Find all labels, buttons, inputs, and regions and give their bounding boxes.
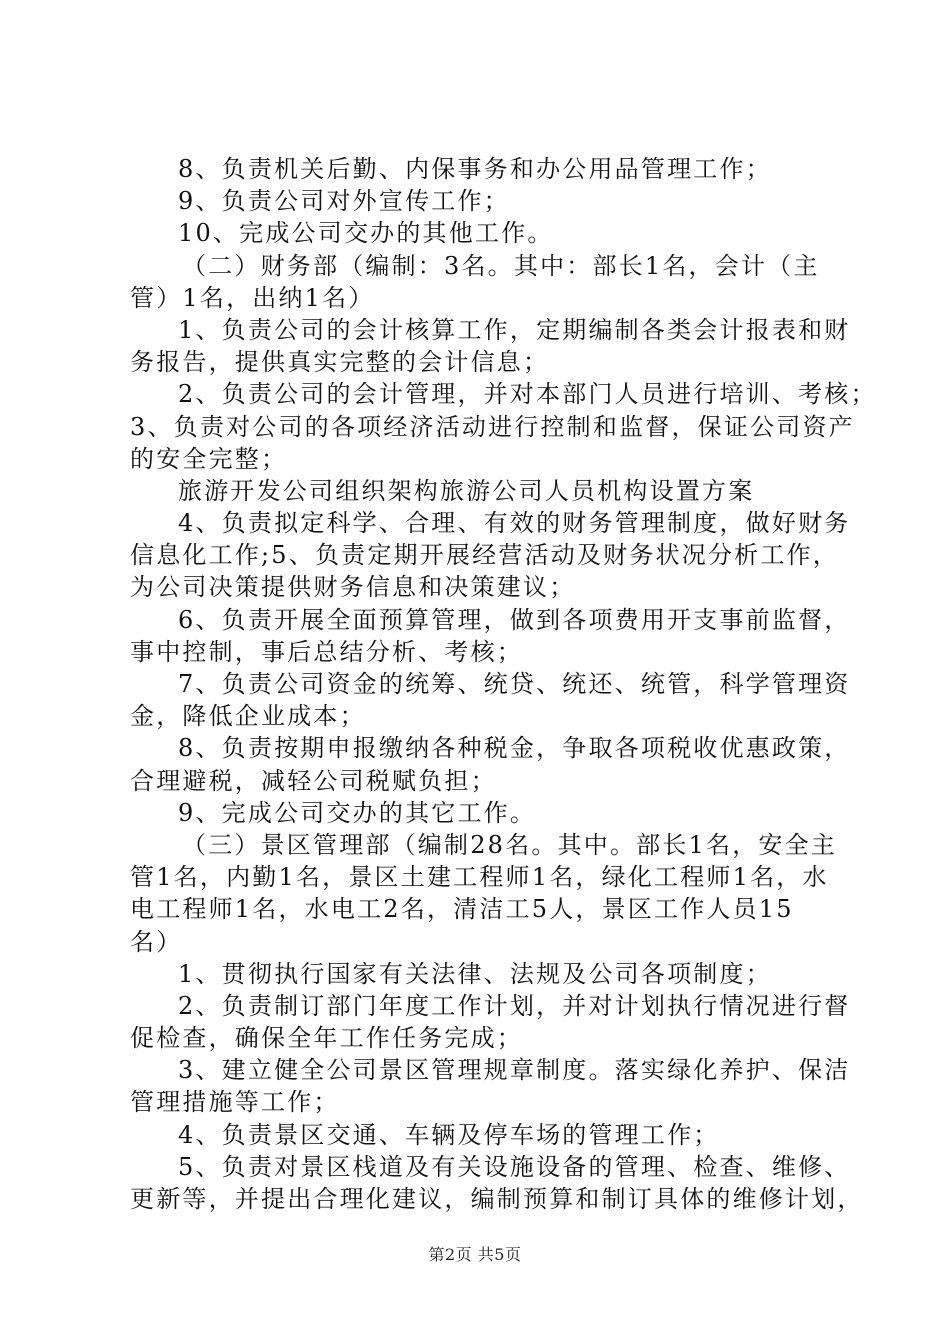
text-line: 9、完成公司交办的其它工作。 bbox=[178, 798, 537, 827]
text-line: 管）1名，出纳1名） bbox=[130, 283, 375, 312]
text-line: 旅游开发公司组织架构旅游公司人员机构设置方案 bbox=[178, 476, 755, 505]
text-line: 8、负责机关后勤、内保事务和办公用品管理工作； bbox=[178, 155, 772, 183]
text-line: 7、负责公司资金的统筹、统贷、统还、统管，科学管理资 bbox=[178, 670, 851, 698]
text-line: 促检查，确保全年工作任务完成； bbox=[130, 1024, 523, 1053]
text-line: 4、负责拟定科学、合理、有效的财务管理制度，做好财务 bbox=[178, 509, 851, 538]
text-line: 信息化工作;5、负责定期开展经营活动及财务状况分析工作， bbox=[130, 541, 839, 570]
text-line: 事中控制，事后总结分析、考核； bbox=[130, 637, 523, 666]
text-line: 电工程师1名，水电工2名，清洁工5人，景区工作人员15 bbox=[130, 895, 794, 924]
document-body bbox=[130, 153, 877, 1215]
text-line: 2、负责制订部门年度工作计划，并对计划执行情况进行督 bbox=[178, 991, 851, 1020]
text-line: 4、负责景区交通、车辆及停车场的管理工作； bbox=[178, 1120, 720, 1149]
text-line: 3、建立健全公司景区管理规章制度。落实绿化养护、保洁 bbox=[178, 1056, 851, 1085]
text-line: 管1名，内勤1名，景区土建工程师1名，绿化工程师1名，水 bbox=[130, 863, 829, 892]
text-line: （二）财务部（编制：3名。其中：部长1名，会计（主 bbox=[182, 251, 820, 280]
text-line: 1、贯彻执行国家有关法律、法规及公司各项制度； bbox=[178, 959, 772, 988]
text-line: 3、负责对公司的各项经济活动进行控制和监督，保证公司资产 bbox=[130, 412, 855, 441]
text-line: 9、负责公司对外宣传工作； bbox=[178, 187, 510, 216]
page-footer: 第2页 共5页 bbox=[428, 1245, 522, 1264]
text-line: 务报告，提供真实完整的会计信息； bbox=[130, 348, 550, 377]
text-line: 合理避税，减轻公司税赋负担； bbox=[130, 766, 497, 795]
text-line: 更新等，并提出合理化建议，编制预算和制订具体的维修计划， bbox=[130, 1185, 864, 1213]
text-line: 管理措施等工作； bbox=[130, 1088, 340, 1117]
text-line: 的安全完整； bbox=[130, 444, 288, 473]
text-line: 8、负责按期申报缴纳各种税金，争取各项税收优惠政策， bbox=[178, 734, 851, 763]
text-line: 5、负责对景区栈道及有关设施设备的管理、检查、维修、 bbox=[178, 1152, 851, 1181]
text-line: （三）景区管理部（编制28名。其中。部长1名，安全主 bbox=[182, 830, 838, 859]
text-line: 10、完成公司交办的其他工作。 bbox=[178, 219, 554, 248]
text-line: 为公司决策提供财务信息和决策建议； bbox=[130, 573, 576, 602]
text-line: 1、负责公司的会计核算工作，定期编制各类会计报表和财 bbox=[178, 315, 851, 344]
text-line: 名） bbox=[130, 927, 183, 956]
text-line: 2、负责公司的会计管理，并对本部门人员进行培训、考核； bbox=[178, 380, 877, 409]
text-line: 金，降低企业成本； bbox=[130, 702, 366, 731]
text-line: 6、负责开展全面预算管理，做到各项费用开支事前监督， bbox=[178, 605, 851, 634]
